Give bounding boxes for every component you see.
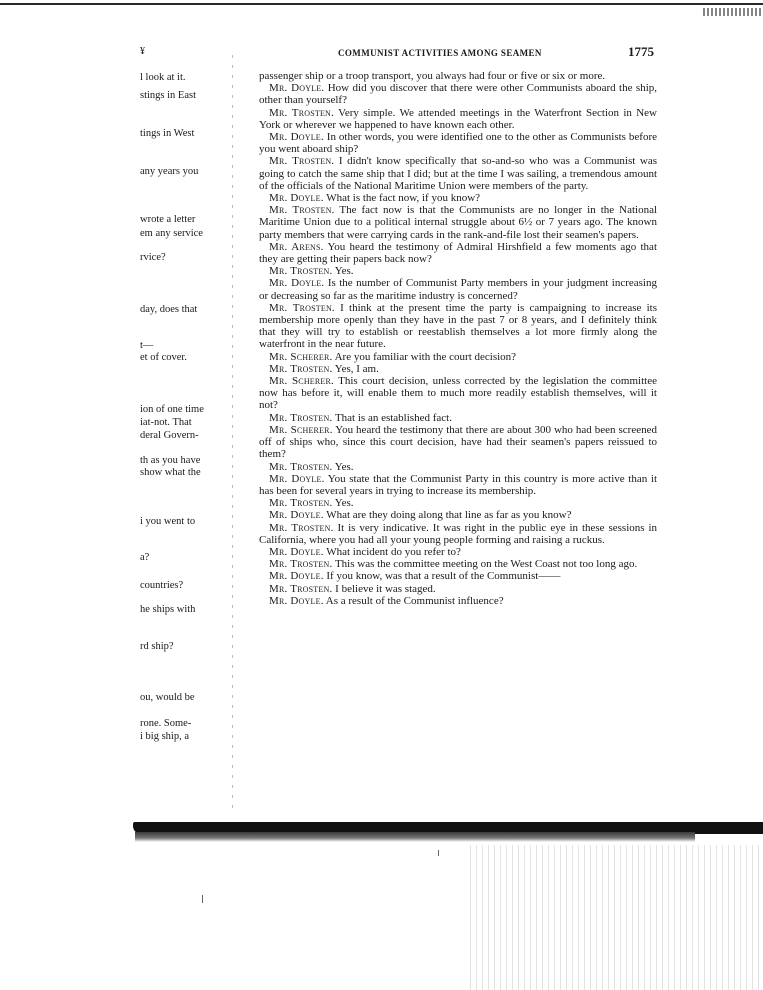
- left-fragment-line: em any service: [140, 228, 203, 239]
- testimony-paragraph: [259, 107, 657, 131]
- left-fragment-line: rd ship?: [140, 641, 174, 652]
- page-number: 1775: [628, 44, 654, 59]
- left-fragment-line: th as you have: [140, 455, 201, 466]
- left-fragment-line: i big ship, a: [140, 731, 189, 742]
- speech-text: Yes.: [332, 497, 354, 510]
- speech-text: I didn't know specifically that so-and-so who was a Communist was going to catch the same ship that I did; but at the time I was sailing, a tremendous amount of the officials of the National Maritime Union were members of the party.: [259, 155, 658, 192]
- speech-text: What incident do you refer to?: [323, 545, 461, 558]
- speech-text: I think at the present time the party is campaigning to increase its membership more openly than they have in the past 7 or 8 years, and I definitely think that they will try to establish or reestablish themselves a lot more firmly along the waterfront in the near future.: [259, 301, 658, 351]
- speaker-name: Mr. Trosten.: [269, 106, 334, 119]
- left-fragment-line: i you went to: [140, 516, 196, 527]
- speech-text: In other words, you were identified one to the other as Communists before you went aboard ship?: [259, 131, 657, 156]
- gutter-shadow: [232, 55, 233, 815]
- left-fragment-line: deral Govern-: [140, 430, 199, 441]
- speech-text: Yes.: [332, 460, 354, 473]
- speaker-name: Mr. Doyle.: [269, 277, 325, 290]
- speech-text: If you know, was that a result of the Communist——: [323, 570, 561, 583]
- speech-text: That is an established fact.: [332, 411, 452, 424]
- speaker-name: Mr. Doyle.: [269, 131, 324, 144]
- left-fragment-line: ion of one time: [140, 404, 204, 415]
- speech-text: Yes.: [332, 265, 354, 278]
- testimony-text: [259, 70, 657, 607]
- left-fragment-line: rone. Some-: [140, 718, 192, 729]
- speech-text: This was the committee meeting on the West Coast not too long ago.: [332, 558, 638, 571]
- testimony-paragraph: [259, 192, 657, 204]
- scan-noise: [470, 845, 763, 990]
- testimony-paragraph: [259, 351, 657, 363]
- speaker-name: Mr. Trosten.: [269, 265, 333, 278]
- speech-text: How did you discover that there were other Communists aboard the ship, other than yourself?: [259, 82, 657, 107]
- left-fragment-line: tings in West: [140, 128, 195, 139]
- left-fragment-line: day, does that: [140, 304, 198, 315]
- speaker-name: Mr. Doyle.: [269, 82, 325, 95]
- left-fragment-line: any years you: [140, 166, 199, 177]
- left-fragment-line: iat-not. That: [140, 417, 192, 428]
- speech-text: It is very indicative. It was right in the public eye in these sessions in California, where you had all your young people forming and raising a ruckus.: [259, 521, 657, 546]
- testimony-paragraph: [259, 70, 657, 82]
- speech-text: The fact now is that the Communists are no longer in the National Maritime Union due to a political internal struggle about 6½ or 7 years ago. The known party members that were carrying cards in the rank-and-file lost their seamen's papers.: [259, 204, 658, 241]
- testimony-paragraph: [259, 461, 657, 473]
- speaker-name: Mr. Doyle.: [269, 192, 324, 205]
- speaker-name: Mr. Trosten.: [269, 155, 335, 168]
- left-fragment-line: a?: [140, 552, 150, 563]
- left-fragment-line: rvice?: [140, 252, 166, 263]
- running-header: [140, 44, 656, 62]
- speaker-name: Mr. Arens.: [269, 240, 324, 253]
- testimony-paragraph: [259, 558, 657, 570]
- speech-text: Yes, I am.: [332, 362, 379, 375]
- left-fragment-line: t—: [140, 340, 154, 351]
- speaker-name: Mr. Scherer.: [269, 350, 333, 363]
- testimony-paragraph: [259, 473, 657, 497]
- speaker-name: Mr. Trosten.: [269, 497, 333, 510]
- speech-text: As a result of the Communist influence?: [323, 594, 504, 607]
- speech-text: You heard the testimony that there are about 300 who had been screened off of ships who, since this court decision, have had their seamen's papers reissued to them?: [259, 423, 657, 461]
- speaker-name: Mr. Doyle.: [269, 594, 324, 607]
- header-mark: ¥: [140, 46, 145, 57]
- header-title: COMMUNIST ACTIVITIES AMONG SEAMEN: [338, 48, 542, 58]
- testimony-paragraph: [259, 155, 657, 192]
- speaker-name: Mr. Trosten.: [269, 582, 333, 595]
- speaker-name: Mr. Trosten.: [269, 411, 333, 424]
- left-fragment-line: he ships with: [140, 604, 196, 615]
- left-fragment-line: et of cover.: [140, 352, 187, 363]
- speaker-name: Mr. Doyle.: [269, 509, 324, 522]
- speaker-name: Mr. Trosten.: [269, 204, 335, 217]
- testimony-paragraph: [259, 363, 657, 375]
- speech-text: You state that the Communist Party in this country is more active than it has been for several years in trying to increase its membership.: [259, 472, 658, 497]
- left-fragment-line: countries?: [140, 580, 184, 591]
- testimony-paragraph: [259, 509, 657, 521]
- speech-text: What are they doing along that line as far as you know?: [323, 509, 572, 522]
- speaker-name: Mr. Trosten.: [269, 558, 333, 571]
- testimony-paragraph: [259, 583, 657, 595]
- testimony-paragraph: [259, 375, 657, 412]
- testimony-paragraph: [259, 82, 657, 106]
- scan-speck: [202, 895, 203, 903]
- testimony-paragraph: [259, 265, 657, 277]
- testimony-paragraph: [259, 424, 657, 461]
- testimony-paragraph: [259, 522, 657, 546]
- testimony-paragraph: [259, 241, 657, 265]
- left-fragment-line: l look at it.: [140, 72, 186, 83]
- speaker-name: Mr. Doyle.: [269, 472, 325, 485]
- speaker-name: Mr. Scherer.: [269, 423, 333, 436]
- speaker-name: Mr. Trosten.: [269, 362, 333, 375]
- speech-text: You heard the testimony of Admiral Hirshfield a few moments ago that they are getting their papers back now?: [259, 240, 657, 266]
- testimony-paragraph: [259, 570, 657, 582]
- speaker-name: Mr. Trosten.: [269, 460, 333, 473]
- speech-text: What is the fact now, if you know?: [323, 192, 481, 205]
- speaker-name: Mr. Trosten.: [269, 521, 334, 534]
- left-fragment-line: stings in East: [140, 90, 197, 101]
- left-fragment-line: show what the: [140, 467, 201, 478]
- speaker-name: Mr. Scherer.: [269, 375, 334, 388]
- speech-text: This court decision, unless corrected by the legislation the committee now has before it, will enable them to much more readily establish themselves, will it not?: [259, 375, 657, 412]
- speaker-name: Mr. Trosten.: [269, 301, 335, 314]
- left-fragment-line: wrote a letter: [140, 214, 196, 225]
- speech-text: I believe it was staged.: [332, 582, 436, 595]
- testimony-paragraph: [259, 277, 657, 301]
- left-fragment-line: ou, would be: [140, 692, 195, 703]
- speech-text: Are you familiar with the court decision?: [332, 350, 517, 363]
- speaker-name: Mr. Doyle.: [269, 545, 324, 558]
- speech-text: Is the number of Communist Party members in your judgment increasing or decreasing so far as the maritime industry is concerned?: [259, 277, 657, 302]
- testimony-paragraph: [259, 497, 657, 509]
- speech-text: Very simple. We attended meetings in the Waterfront Section in New York or wherever we happened to have known each other.: [259, 106, 658, 131]
- speaker-name: Mr. Doyle.: [269, 570, 324, 583]
- testimony-paragraph: [259, 412, 657, 424]
- testimony-paragraph: [259, 131, 657, 155]
- page-edge-gradient: [135, 832, 695, 842]
- scan-artifact: [703, 8, 763, 16]
- scan-speck: [438, 850, 439, 856]
- testimony-paragraph: [259, 204, 657, 241]
- speech-text: passenger ship or a troop transport, you always had four or five or six or more.: [259, 70, 606, 82]
- testimony-paragraph: [259, 546, 657, 558]
- testimony-paragraph: [259, 595, 657, 607]
- testimony-paragraph: [259, 302, 657, 351]
